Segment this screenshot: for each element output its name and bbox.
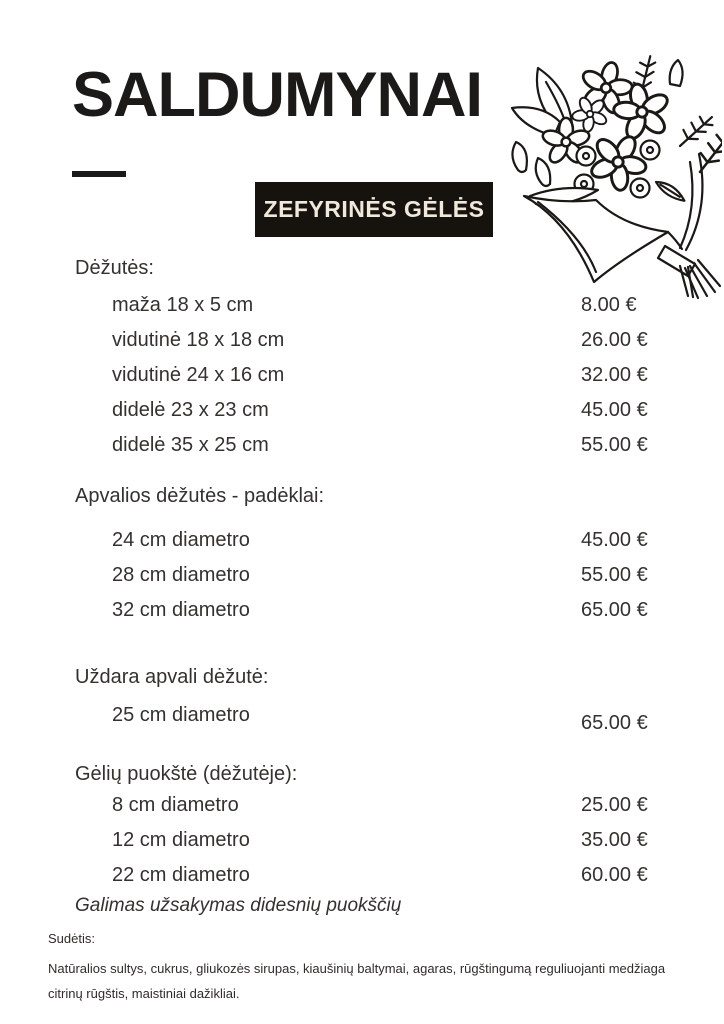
item-price: 45.00 € [581, 399, 648, 421]
price-row [112, 558, 650, 593]
price-row [112, 523, 650, 558]
item-label: 22 cm diametro [112, 864, 250, 886]
price-row [112, 858, 650, 893]
item-label: maža 18 x 5 cm [112, 294, 254, 316]
item-price: 65.00 € [581, 712, 648, 734]
item-price: 26.00 € [581, 329, 648, 351]
item-label: 32 cm diametro [112, 599, 250, 621]
price-row [112, 358, 650, 393]
item-price: 60.00 € [581, 864, 648, 886]
page-title: SALDUMYNAI [72, 60, 482, 130]
item-price: 65.00 € [581, 599, 648, 621]
item-price: 35.00 € [581, 829, 648, 851]
item-label: 8 cm diametro [112, 794, 239, 816]
price-row [112, 788, 650, 823]
price-row [112, 393, 650, 428]
ingredients-block [48, 931, 698, 1006]
price-row [112, 698, 650, 733]
item-label: didelė 35 x 25 cm [112, 434, 269, 456]
item-price: 8.00 € [581, 294, 637, 316]
price-row [112, 823, 650, 858]
item-label: 25 cm diametro [112, 704, 250, 726]
ingredients-header: Sudėtis: [48, 931, 95, 946]
item-price: 55.00 € [581, 564, 648, 586]
section-header: Dėžutės: [75, 257, 154, 279]
price-section-closed-round-box [75, 665, 650, 733]
price-row [112, 593, 650, 628]
item-label: vidutinė 18 x 18 cm [112, 329, 285, 351]
item-label: 12 cm diametro [112, 829, 250, 851]
order-note: Galimas užsakymas didesnių puokščių [75, 895, 402, 916]
item-label: 28 cm diametro [112, 564, 250, 586]
section-header: Uždara apvali dėžutė: [75, 666, 269, 688]
section-header: Gėlių puokštė (dėžutėje): [75, 763, 298, 785]
item-price: 32.00 € [581, 364, 648, 386]
item-label: 24 cm diametro [112, 529, 250, 551]
price-row [112, 288, 650, 323]
price-list [75, 256, 650, 918]
price-section-round-trays [75, 484, 650, 628]
ingredients-text: Natūralios sultys, cukrus, gliukozės sirupas, kiaušinių baltymai, agaras, rūgštingumą reguliuojanti medžiaga citrinų rūgštis, maistiniai dažikliai. [48, 961, 666, 1001]
title-underline [72, 171, 126, 177]
item-label: vidutinė 24 x 16 cm [112, 364, 285, 386]
price-row [112, 323, 650, 358]
item-price: 55.00 € [581, 434, 648, 456]
item-label: didelė 23 x 23 cm [112, 399, 269, 421]
item-price: 25.00 € [581, 794, 648, 816]
price-section-boxes [75, 256, 650, 463]
price-row [112, 428, 650, 463]
item-price: 45.00 € [581, 529, 648, 551]
section-header: Apvalios dėžutės - padėklai: [75, 485, 325, 507]
price-section-flower-bouquet [75, 762, 650, 893]
category-badge: ZEFYRINĖS GĖLĖS [255, 182, 493, 237]
